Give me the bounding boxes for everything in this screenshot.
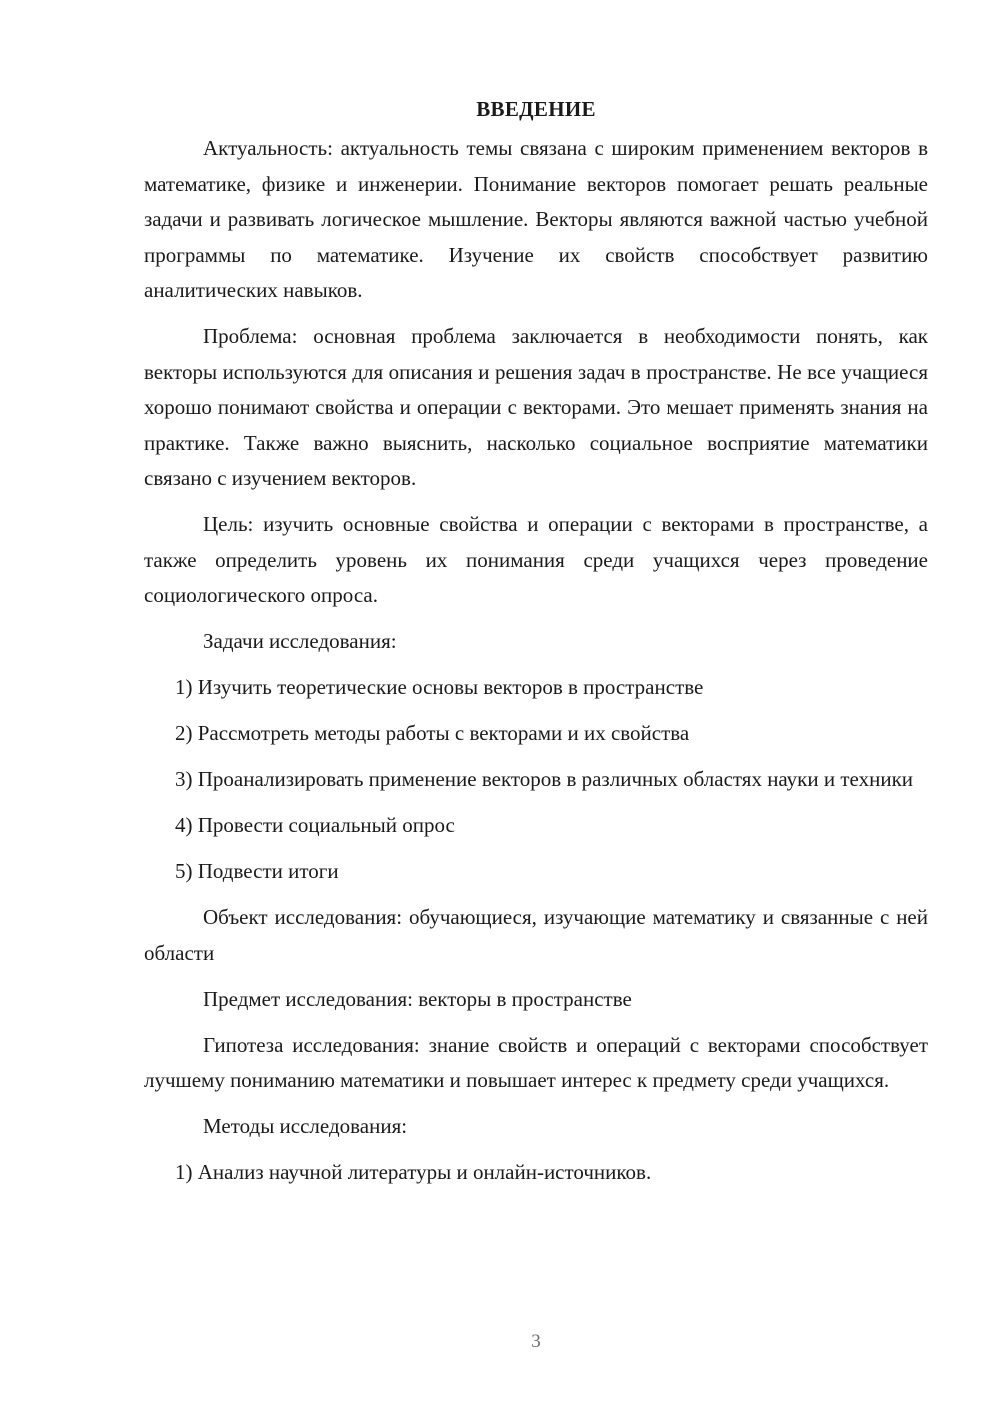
tasks-heading: Задачи исследования: xyxy=(203,629,397,653)
research-subject-paragraph: Предмет исследования: векторы в пространстве xyxy=(203,986,632,1011)
hypothesis-paragraph: Гипотеза исследования: знание свойств и операций с векторами способствует лучшему пониманию математики и повышает интерес к предмету среди учащихся. xyxy=(144,1032,928,1092)
task-item-3: 3) Проанализировать применение векторов в различных областях науки и техники xyxy=(175,767,914,791)
page-number: 3 xyxy=(531,1331,541,1352)
document-page xyxy=(144,92,928,1201)
task-item-4: 4) Провести социальный опрос xyxy=(175,813,455,837)
goal-paragraph: Цель: изучить основные свойства и операции с векторами в пространстве, а также определить уровень их понимания среди учащихся через проведение социологического опроса. xyxy=(144,512,928,607)
problem-paragraph: Проблема: основная проблема заключается в необходимости понять, как векторы используются для описания и решения задач в пространстве. Не все учащиеся хорошо понимают свойства и операции с векторами. Это мешает применять знания на практике. Также важно выяснить, насколько социальное восприятие математики связано с изучением векторов. xyxy=(144,324,928,490)
research-object-paragraph: Объект исследования: обучающиеся, изучающие математику и связанные с ней области xyxy=(144,905,928,965)
task-item-5: 5) Подвести итоги xyxy=(175,859,339,883)
page-title: ВВЕДЕНИЕ xyxy=(476,97,596,121)
relevance-paragraph: Актуальность: актуальность темы связана с широким применением векторов в математике, физике и инженерии. Понимание векторов помогает решать реальные задачи и развивать логическое мышление. Векторы являются важной частью учебной программы по математике. Изучение их свойств способствует развитию аналитических навыков. xyxy=(144,136,928,302)
task-item-2: 2) Рассмотреть методы работы с векторами и их свойства xyxy=(175,721,690,745)
task-item-1: 1) Изучить теоретические основы векторов в пространстве xyxy=(175,675,704,699)
method-item-1: 1) Анализ научной литературы и онлайн-источников. xyxy=(175,1160,652,1184)
methods-heading: Методы исследования: xyxy=(203,1114,408,1138)
